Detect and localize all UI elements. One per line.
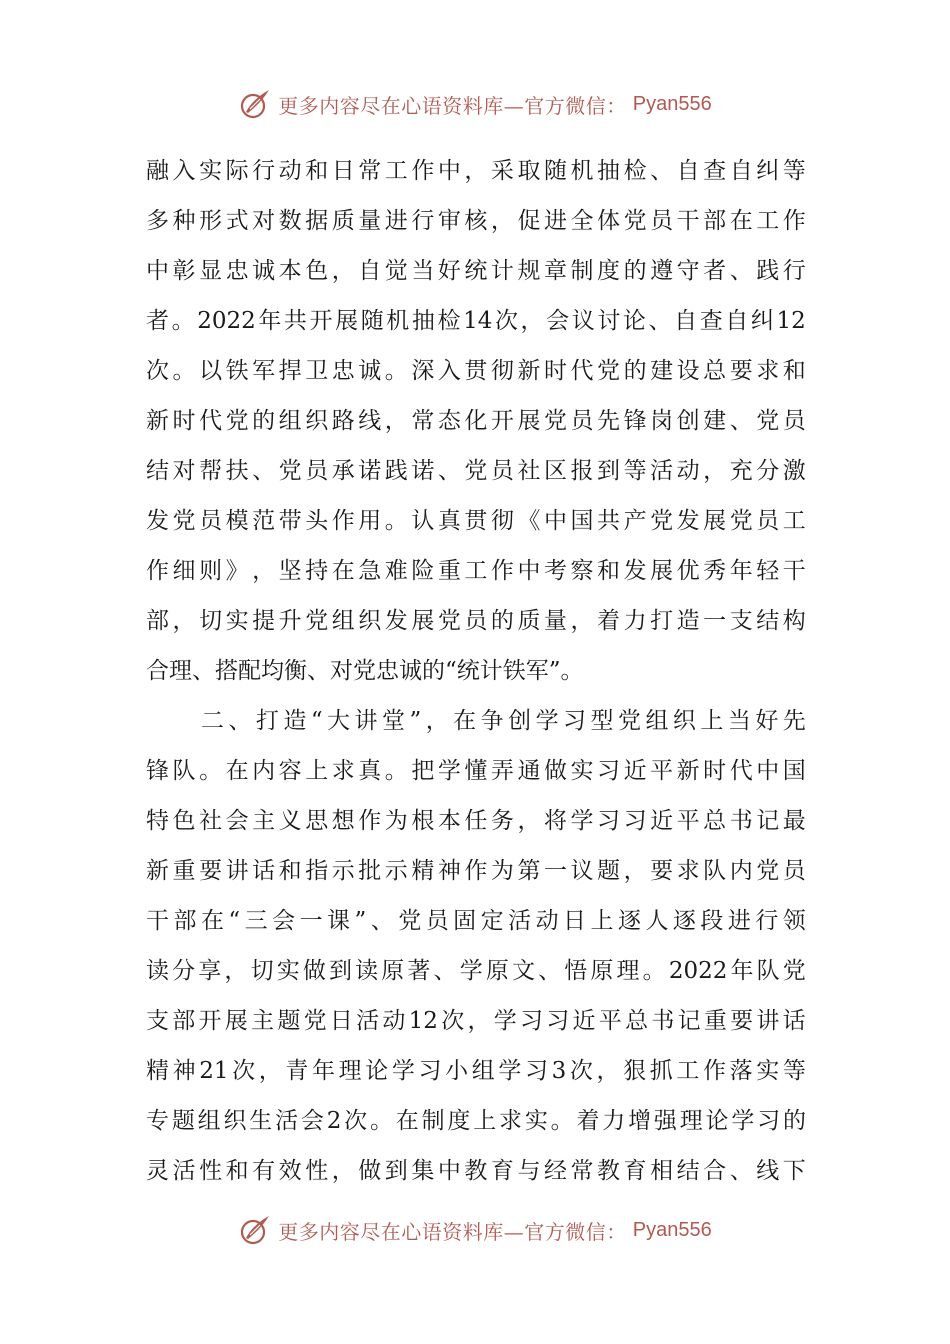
body-line: 干 部 在 “ 三 会 一 课 ” 、 党 员 固 定 活 动 日 上 逐 人 逐 段 进 行 领: [146, 908, 806, 934]
watermark-text: 更多内容尽在心语资料库—官方微信：: [278, 93, 627, 118]
quill-pen-logo-icon: [238, 1213, 272, 1247]
body-line: 发 党 员 模 范 带 头 作 用 。 认 真 贯 彻 《 中 国 共 产 党 发 展 党 员 工: [146, 508, 806, 534]
body-line: 结 对 帮 扶 、 党 员 承 诺 践 诺 、 党 员 社 区 报 到 等 活 动 ， 充 分 激: [146, 458, 806, 484]
body-line: 灵 活 性 和 有 效 性 ， 做 到 集 中 教 育 与 经 常 教 育 相 结 合 、 线 下: [146, 1158, 806, 1184]
watermark-text: 更多内容尽在心语资料库—官方微信：: [278, 1219, 627, 1244]
watermark-wechat-id: Pyan556: [632, 1218, 712, 1241]
document-body: [146, 146, 806, 1196]
body-line: 锋 队 。 在 内 容 上 求 真 。 把 学 懂 弄 通 做 实 习 近 平 新 时 代 中 国: [146, 758, 806, 784]
body-line: 精 神 21 次 ， 青 年 理 论 学 习 小 组 学 习 3 次 ， 狠 抓 工 作 落 实 等: [146, 1058, 806, 1084]
body-line: 合理、搭配均衡、对党忠诚的“统计铁军”。: [146, 658, 584, 684]
body-line: 支 部 开 展 主 题 党 日 活 动 12 次 ， 学 习 习 近 平 总 书 记 重 要 讲 话: [146, 1008, 806, 1034]
body-line: 次 。 以 铁 军 捍 卫 忠 诚 。 深 入 贯 彻 新 时 代 党 的 建 设 总 要 求 和: [146, 358, 806, 384]
body-line: 融 入 实 际 行 动 和 日 常 工 作 中 ， 采 取 随 机 抽 检 、 自 查 自 纠 等: [146, 158, 806, 184]
body-line: 作 细 则 》 ， 坚 持 在 急 难 险 重 工 作 中 考 察 和 发 展 优 秀 年 轻 干: [146, 558, 806, 584]
body-line: 新 重 要 讲 话 和 指 示 批 示 精 神 作 为 第 一 议 题 ， 要 求 队 内 党 员: [146, 858, 806, 884]
body-line: 者 。 2022 年 共 开 展 随 机 抽 检 14 次 ， 会 议 讨 论 、 自 查 自 纠 12: [146, 308, 806, 334]
section-heading-line: 二 、 打 造 “ 大 讲 堂 ” ， 在 争 创 学 习 型 党 组 织 上 当 好 先: [200, 708, 806, 734]
body-line: 专 题 组 织 生 活 会 2 次 。 在 制 度 上 求 实 。 着 力 增 强 理 论 学 习 的: [146, 1108, 806, 1134]
footer-watermark: [0, 1210, 950, 1250]
watermark-wechat-id: Pyan556: [632, 92, 712, 115]
body-line: 新 时 代 党 的 组 织 路 线 ， 常 态 化 开 展 党 员 先 锋 岗 创 建 、 党 员: [146, 408, 806, 434]
body-line: 中 彰 显 忠 诚 本 色 ， 自 觉 当 好 统 计 规 章 制 度 的 遵 守 者 、 践 行: [146, 258, 806, 284]
body-line: 部 ， 切 实 提 升 党 组 织 发 展 党 员 的 质 量 ， 着 力 打 造 一 支 结 构: [146, 608, 806, 634]
header-watermark: [0, 84, 950, 124]
quill-pen-logo-icon: [238, 87, 272, 121]
body-line: 读 分 享 ， 切 实 做 到 读 原 著 、 学 原 文 、 悟 原 理 。 2022 年 队 党: [146, 958, 806, 984]
body-line: 特 色 社 会 主 义 思 想 作 为 根 本 任 务 ， 将 学 习 习 近 平 总 书 记 最: [146, 808, 806, 834]
body-line: 多 种 形 式 对 数 据 质 量 进 行 审 核 ， 促 进 全 体 党 员 干 部 在 工 作: [146, 208, 806, 234]
